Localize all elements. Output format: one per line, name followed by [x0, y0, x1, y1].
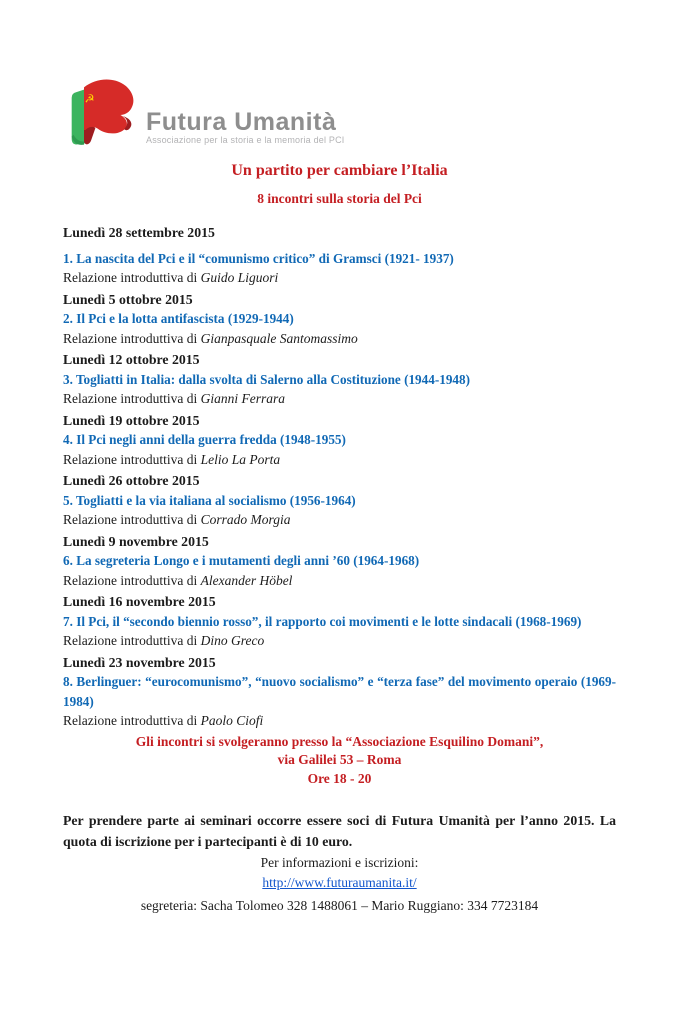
- relazione-prefix: Relazione introduttiva di: [63, 391, 201, 406]
- event-item-4: [63, 411, 616, 470]
- event-item-5: [63, 471, 616, 530]
- speaker-name: Corrado Morgia: [200, 512, 291, 527]
- event-date: Lunedì 5 ottobre 2015: [63, 291, 193, 307]
- event-title: 2. Il Pci e la lotta antifascista (1929-1944): [63, 311, 294, 326]
- event-date: Lunedì 12 ottobre 2015: [63, 352, 200, 367]
- info-label: Per informazioni e iscrizioni:: [260, 855, 419, 870]
- event-speaker: [63, 510, 616, 530]
- event-item-2: [63, 290, 616, 349]
- relazione-prefix: Relazione introduttiva di: [63, 512, 201, 527]
- event-title: 6. La segreteria Longo e i mutamenti degli anni ’60 (1964-1968): [63, 553, 420, 568]
- event-list: [63, 223, 616, 731]
- secretary-contacts: segreteria: Sacha Tolomeo 328 1488061 – Mario Ruggiano: 334 7723184: [140, 898, 539, 913]
- event-date: Lunedì 9 novembre 2015: [63, 533, 209, 549]
- relazione-prefix: Relazione introduttiva di: [63, 572, 201, 588]
- membership-note: Per prendere parte ai seminari occorre essere soci di Futura Umanità per l’anno 2015. La quota di iscrizione per i partecipanti è di 10 euro.: [63, 813, 616, 849]
- pci-flag-icon: [63, 76, 141, 148]
- event-title: 1. La nascita del Pci e il “comunismo critico” di Gramsci (1921- 1937): [63, 250, 454, 266]
- event-date: Lunedì 28 settembre 2015: [63, 225, 215, 240]
- event-date: Lunedì 16 novembre 2015: [63, 594, 216, 609]
- document-title: Un partito per cambiare l’Italia: [231, 162, 448, 179]
- event-item-3: [63, 350, 616, 409]
- speaker-name: Gianni Ferrara: [200, 391, 285, 406]
- logo-title: Futura Umanità: [146, 108, 337, 136]
- event-speaker: [63, 571, 616, 591]
- event-date: Lunedì 19 ottobre 2015: [63, 412, 200, 428]
- logo: [63, 76, 616, 148]
- event-speaker: [63, 268, 616, 288]
- venue-info: [63, 733, 616, 789]
- event-title: 8. Berlinguer: “eurocomunismo”, “nuovo socialismo” e “terza fase” del movimento operaio (1969- 1984): [63, 674, 616, 709]
- relazione-prefix: Relazione introduttiva di: [63, 330, 201, 346]
- speaker-name: Lelio La Porta: [200, 451, 281, 467]
- relazione-prefix: Relazione introduttiva di: [63, 451, 201, 467]
- info-link-row: [63, 873, 616, 893]
- event-title: 4. Il Pci negli anni della guerra fredda (1948-1955): [63, 432, 346, 447]
- event-date: Lunedì 26 ottobre 2015: [63, 473, 200, 488]
- speaker-name: Alexander Höbel: [200, 572, 293, 588]
- event-item-8: [63, 653, 616, 731]
- speaker-name: Guido Liguori: [200, 270, 279, 285]
- relazione-prefix: Relazione introduttiva di: [63, 270, 201, 285]
- event-item-6: [63, 532, 616, 591]
- relazione-prefix: Relazione introduttiva di: [63, 713, 201, 728]
- flyer-page: [0, 76, 678, 1036]
- venue-line-3: Ore 18 - 20: [307, 770, 372, 786]
- event-speaker: [63, 711, 616, 731]
- event-title: 7. Il Pci, il “secondo biennio rosso”, il rapporto coi movimenti e le lotte sindacali (1968-1969): [63, 613, 582, 629]
- document-subtitle: 8 incontri sulla storia del Pci: [257, 191, 422, 206]
- relazione-prefix: Relazione introduttiva di: [63, 633, 201, 648]
- event-speaker: [63, 329, 616, 349]
- event-speaker: [63, 631, 616, 651]
- venue-line-2: via Galilei 53 – Roma: [277, 752, 402, 767]
- event-date: Lunedì 23 novembre 2015: [63, 654, 216, 670]
- speaker-name: Paolo Ciofi: [200, 713, 264, 728]
- event-speaker: [63, 450, 616, 470]
- speaker-name: Dino Greco: [200, 633, 265, 648]
- event-item-7: [63, 592, 616, 651]
- hammer-sickle-icon: ☭: [84, 91, 95, 106]
- event-title: 5. Togliatti e la via italiana al socialismo (1956-1964): [63, 492, 356, 508]
- speaker-name: Gianpasquale Santomassimo: [200, 330, 358, 346]
- event-speaker: [63, 389, 616, 409]
- website-link[interactable]: http://www.futuraumanita.it/: [262, 874, 417, 890]
- venue-line-1: Gli incontri si svolgeranno presso la “Associazione Esquilino Domani”,: [135, 733, 544, 749]
- logo-subtitle: Associazione per la storia e la memoria del PCI: [146, 135, 345, 145]
- event-title: 3. Togliatti in Italia: dalla svolta di Salerno alla Costituzione (1944-1948): [63, 371, 471, 387]
- event-item-1: [63, 223, 616, 288]
